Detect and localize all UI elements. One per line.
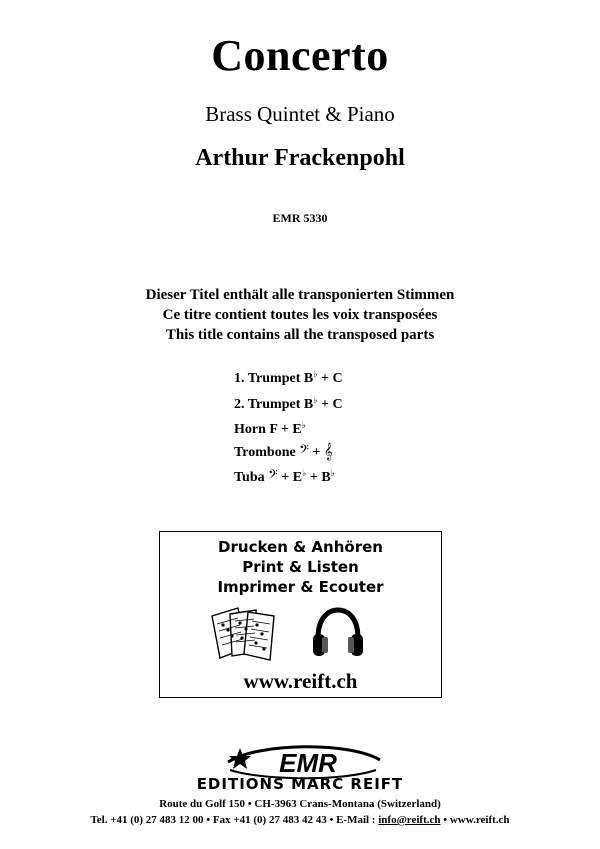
- page-title: Concerto: [211, 31, 389, 80]
- treble-clef-icon: 𝄞: [323, 441, 333, 460]
- publisher-address: Route du Golf 150 • CH-3963 Crans-Montana (Switzerland): [159, 798, 441, 810]
- sheet-music-icon: [208, 604, 282, 664]
- composer-name: Arthur Frackenpohl: [195, 145, 405, 171]
- note-german: Dieser Titel enthält alle transponierten Stimmen: [145, 287, 455, 303]
- bass-clef-icon: 𝄢: [299, 441, 309, 460]
- part-trumpet-2: 2. Trumpet B♭ + C: [234, 394, 343, 412]
- subtitle: Brass Quintet & Piano: [205, 102, 395, 126]
- promo-line-english: Print & Listen: [242, 558, 359, 576]
- email-link[interactable]: info@reift.ch: [378, 814, 441, 826]
- promo-line-german: Drucken & Anhören: [218, 538, 383, 556]
- parts-list: [234, 364, 434, 489]
- part-tuba: Tuba 𝄢 + E♭ + B♭: [234, 467, 335, 485]
- note-french: Ce titre contient toutes les voix transposées: [162, 307, 438, 323]
- part-trombone: Trombone 𝄢 + 𝄞: [234, 441, 333, 460]
- publisher-contact: Tel. +41 (0) 27 483 12 00 • Fax +41 (0) 27 483 42 43 • E-Mail : info@reift.ch • www.reift.ch: [90, 814, 510, 826]
- print-listen-box: [159, 531, 442, 698]
- note-english: This title contains all the transposed parts: [165, 327, 435, 343]
- transposition-notes: [0, 285, 600, 345]
- headphones-icon: [310, 606, 366, 660]
- part-trumpet-1: 1. Trumpet B♭ + C: [234, 369, 343, 386]
- part-horn: Horn F + E♭: [234, 420, 306, 437]
- edition-number: EMR 5330: [272, 211, 328, 225]
- promo-website[interactable]: www.reift.ch: [243, 669, 358, 693]
- bass-clef-icon: 𝄢: [268, 467, 278, 485]
- publisher-wordmark: EDITIONS MARC REIFT: [196, 775, 404, 793]
- promo-line-french: Imprimer & Ecouter: [217, 578, 384, 596]
- emr-logo-text: EMR: [279, 748, 337, 778]
